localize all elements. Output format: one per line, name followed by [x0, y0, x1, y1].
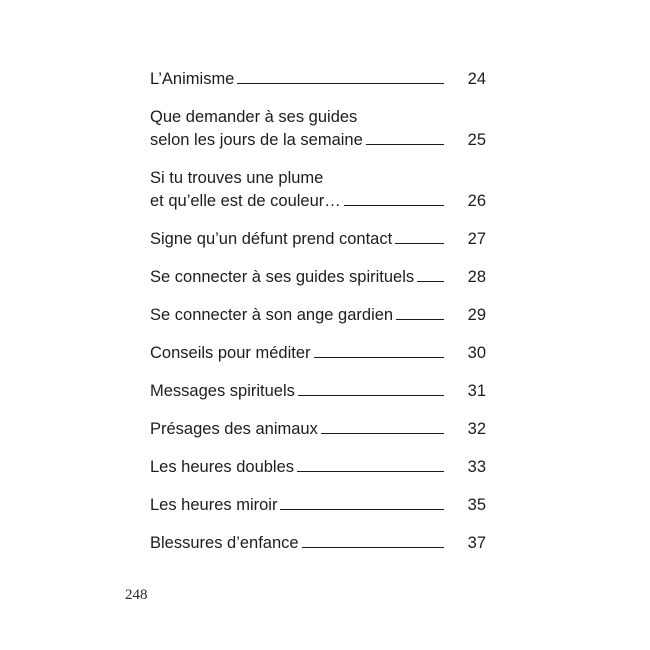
toc-entry — [150, 494, 486, 517]
toc-entry — [150, 167, 486, 213]
toc-page-number: 24 — [467, 70, 486, 88]
toc-entry — [150, 380, 486, 403]
page-folio-number: 248 — [125, 587, 148, 603]
toc-page-number: 30 — [467, 344, 486, 362]
toc-page-number: 28 — [467, 268, 486, 286]
toc-entry-title — [150, 418, 318, 441]
toc-entry — [150, 456, 486, 479]
toc-page-number: 25 — [467, 131, 486, 149]
toc-entry-title — [150, 494, 277, 517]
toc-page-number: 32 — [467, 420, 486, 438]
toc-entry-title-line: Signe qu’un défunt prend contact — [150, 230, 393, 248]
toc-entry-title — [150, 380, 295, 403]
toc-entry-title — [150, 228, 392, 251]
toc-entry-title-line: Conseils pour méditer — [150, 344, 311, 362]
toc-entry-title-line: Si tu trouves une plume — [150, 169, 324, 187]
toc-entry — [150, 68, 486, 91]
toc-entry-title — [150, 342, 311, 365]
toc-entry-title-line: Se connecter à son ange gardien — [150, 306, 394, 324]
toc-entry-title-line: Présages des animaux — [150, 420, 318, 438]
toc-entry — [150, 266, 486, 289]
table-of-contents — [150, 68, 486, 570]
toc-entry — [150, 106, 486, 152]
toc-entry-title-line: Les heures doubles — [150, 458, 295, 476]
toc-entry-title — [150, 456, 294, 479]
toc-entry-title-line: Messages spirituels — [150, 382, 295, 400]
toc-page-number: 26 — [467, 192, 486, 210]
toc-page-number: 37 — [467, 534, 486, 552]
toc-leader-line — [314, 357, 445, 358]
toc-page-number: 35 — [467, 496, 486, 514]
toc-entry — [150, 304, 486, 327]
toc-leader-line — [417, 281, 444, 282]
toc-entry-title — [150, 304, 393, 327]
toc-entry-title — [150, 106, 363, 152]
toc-page-number: 27 — [467, 230, 486, 248]
toc-entry-title-line: Les heures miroir — [150, 496, 278, 514]
toc-entry-title-line: Que demander à ses guides — [150, 108, 358, 126]
toc-entry-title — [150, 167, 341, 213]
toc-entry-title-line: et qu’elle est de couleur… — [150, 192, 341, 210]
toc-entry-title-line: Blessures d’enfance — [150, 534, 299, 552]
toc-page-number: 31 — [467, 382, 486, 400]
toc-leader-line — [237, 83, 444, 84]
toc-leader-line — [302, 547, 444, 548]
toc-entry-title — [150, 532, 299, 555]
toc-leader-line — [298, 395, 444, 396]
toc-entry — [150, 342, 486, 365]
toc-entry — [150, 228, 486, 251]
toc-leader-line — [366, 144, 444, 145]
toc-entry-title — [150, 266, 414, 289]
toc-entry-title-line: L’Animisme — [150, 70, 235, 88]
toc-leader-line — [280, 509, 444, 510]
toc-leader-line — [344, 205, 444, 206]
toc-page-number: 29 — [467, 306, 486, 324]
toc-entry-title — [150, 68, 234, 91]
toc-leader-line — [395, 243, 444, 244]
toc-leader-line — [297, 471, 444, 472]
toc-leader-line — [396, 319, 444, 320]
toc-entry-title-line: selon les jours de la semaine — [150, 131, 363, 149]
toc-entry — [150, 532, 486, 555]
toc-entry — [150, 418, 486, 441]
toc-leader-line — [321, 433, 444, 434]
toc-entry-title-line: Se connecter à ses guides spirituels — [150, 268, 415, 286]
toc-page-number: 33 — [467, 458, 486, 476]
